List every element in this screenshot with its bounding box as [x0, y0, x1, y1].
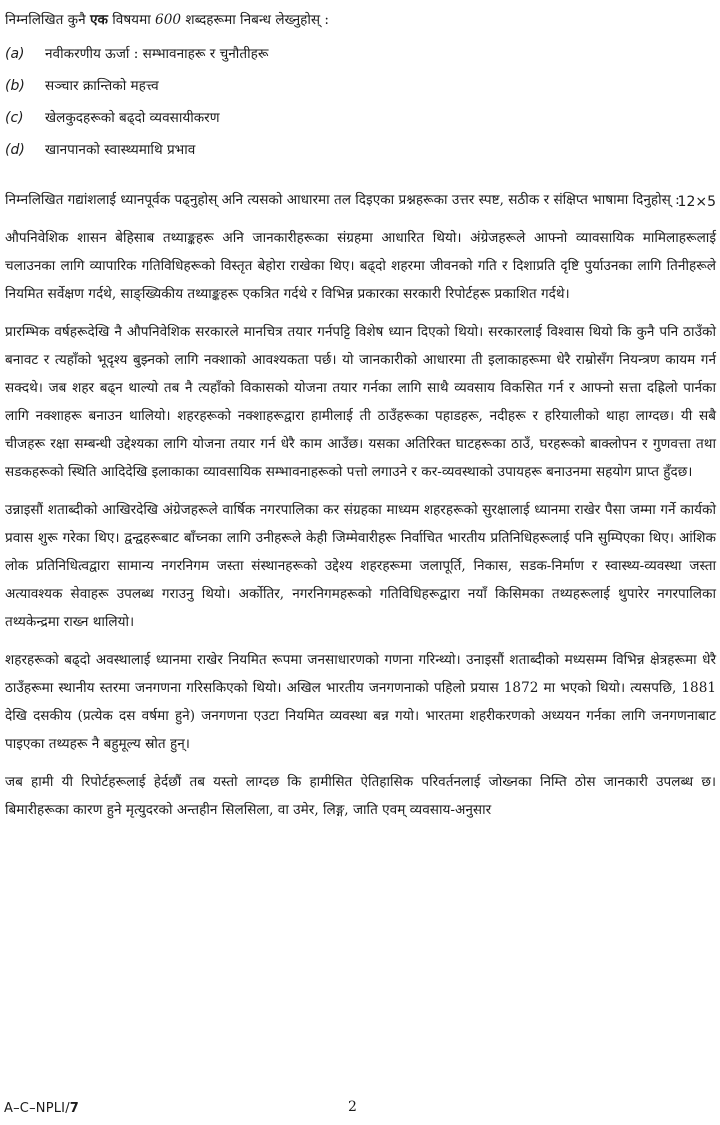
- essay-topic: [5, 134, 716, 166]
- page-number: 2: [348, 1099, 357, 1115]
- passage-paragraph: औपनिवेशिक शासन बेहिसाब तथ्याङ्कहरू अनि जानकारीहरूका संग्रहमा आधारित थियो। अंग्रेजहरूले आफ्नो व्यावसायिक मामिलाहरूलाई चलाउनका लागि व्यापारिक गतिविधिहरूको विस्तृत बेहोरा राखेका थिए। बढ्दो शहरमा जीवनको गति र दिशाप्रति दृष्टि पुर्याउनका लागि तिनीहरूले नियमित सर्वेक्षण गर्दथे, साङ्ख्यिकीय तथ्याङ्कहरू एकत्रित गर्दथे र विभिन्न प्रकारका सरकारी रिपोर्टहरू प्रकाशित गर्दथे।: [5, 230, 716, 302]
- paper-code-prefix: A–C–NPLI/: [4, 1101, 70, 1116]
- question-1-emphasis: एक: [89, 12, 108, 28]
- page-footer: [0, 1099, 720, 1121]
- topic-text: खेलकुदहरूको बढ्दो व्यवसायीकरण: [45, 110, 220, 126]
- passage-paragraph: जब हामी यी रिपोर्टहरूलाई हेर्दछौं तब यस्तो लाग्दछ कि हामीसित ऐतिहासिक परिवर्तनलाई जोख्नका निम्ति ठोस जानकारी उपलब्ध छ। बिमारीहरूका कारण हुने मृत्युदरको अन्तहीन सिलसिला, वा उमेर, लिङ्ग, जाति एवम् व्यवसाय-अनुसार: [5, 774, 716, 818]
- topic-label: (a): [5, 46, 25, 62]
- passage-paragraph: उन्नाइसौं शताब्दीको आखिरदेखि अंग्रेजहरूले वार्षिक नगरपालिका कर संग्रहका माध्यम शहरहरूको सुरक्षालाई ध्यानमा राखेर पैसा जम्मा गर्ने कार्यको प्रवास शुरू गरेका थिए। द्वन्द्वहरूबाट बाँच्नका लागि उनीहरूले केही जिम्मेवारीहरू निर्वाचित भारतीय प्रतिनिधिहरूलाई पनि सुम्पिएका थिए। आंशिक लोक प्रतिनिधित्वद्वारा सामान्य नगरनिगम जस्ता संस्थानहरूको उद्देश्य शहरहरूमा जलापूर्ति, निकास, सडक-निर्माण र स्वास्थ्य-व्यवस्था जस्ता अत्यावश्यक सेवाहरू उपलब्ध गराउनु थियो। अर्कोतिर, नगरनिगमहरूको गतिविधिहरूद्वारा नयाँ किसिमका तथ्यहरूलाई थुपारेर नगरपालिका तथ्यकेन्द्रमा राख्न थालियो।: [5, 502, 716, 630]
- essay-topic: [5, 102, 716, 134]
- question-1-text-b: विषयमा: [107, 12, 156, 28]
- topic-text: नवीकरणीय ऊर्जा : सम्भावनाहरू र चुनौतीहरू: [45, 46, 269, 62]
- essay-topic: [5, 70, 716, 102]
- question-1-text-a: निम्नलिखित कुनै: [5, 12, 90, 28]
- paper-code: [4, 1101, 79, 1116]
- marks-allocation: 12×5: [677, 194, 716, 210]
- passage-paragraph: शहरहरूको बढ्दो अवस्थालाई ध्यानमा राखेर नियमित रूपमा जनसाधारणको गणना गरिन्थ्यो। उनाइसौं शताब्दीको मध्यसम्म विभिन्न क्षेत्रहरूमा धेरै ठाउँहरूमा स्थानीय स्तरमा जनगणना गरिसकिएको थियो। अखिल भारतीय जनगणनाको पहिलो प्रयास 1872 मा भएको थियो। त्यसपछि, 1881 देखि दसकीय (प्रत्येक दस वर्षमा हुने) जनगणना एउटा नियमित व्यवस्था बन्न गयो। भारतमा शहरीकरणको अध्ययन गर्नका लागि जनगणनाबाट पाइएका तथ्यहरू नै बहुमूल्य स्रोत हुन्।: [5, 652, 716, 752]
- question-2-instruction: निम्नलिखित गद्यांशलाई ध्यानपूर्वक पढ्नुहोस् अनि त्यसको आधारमा तल दिइएका प्रश्नहरूका उत्तर स्पष्ट, सठीक र संक्षिप्त भाषामा दिनुहोस् :: [5, 192, 680, 208]
- topic-label: (d): [5, 142, 25, 158]
- topic-label: (b): [5, 78, 25, 94]
- topic-label: (c): [5, 110, 24, 126]
- topic-text: खानपानको स्वास्थ्यमाथि प्रभाव: [45, 142, 196, 158]
- topic-text: सञ्चार क्रान्तिको महत्त्व: [45, 78, 159, 94]
- question-1-instruction: [5, 6, 716, 34]
- question-1-text-c: शब्दहरूमा निबन्ध लेख्नुहोस् :: [181, 12, 329, 28]
- essay-topic-list: [5, 38, 716, 166]
- passage-paragraph: प्रारम्भिक वर्षहरूदेखि नै औपनिवेशिक सरकारले मानचित्र तयार गर्नपट्टि विशेष ध्यान दिएको थियो। सरकारलाई विश्वास थियो कि कुनै पनि ठाउँको बनावट र त्यहाँको भूदृश्य बुझ्नको लागि नक्शाको आवश्यकता पर्छ। यो जानकारीको आधारमा ती इलाकाहरूमा धेरै राम्रोसँग नियन्त्रण कायम गर्न सक्दथे। जब शहर बढ्न थाल्यो तब नै त्यहाँको विकासको योजना तयार गर्नका लागि साथै व्यवसाय विकसित गर्न र आफ्नो सत्ता दह्रिलो पार्नका लागि नक्शाहरू बनाउन थालियो। शहरहरूको नक्शाहरूद्वारा हामीलाई ती ठाउँहरूका पहाडहरू, नदीहरू र हरियालीको थाहा लाग्दछ। यी सबै चीजहरू रक्षा सम्बन्धी उद्देश्यका लागि योजना तयार गर्न धेरै काम आउँछ। यसका अतिरिक्त घाटहरूका ठाउँ, घरहरूको बाक्लोपन र गुणवत्ता तथा सडकहरूको स्थिति आदिदेखि इलाकाका व्यावसायिक सम्भावनाहरूको पत्तो लगाउने र कर-व्यवस्थाको उपायहरू बनाउनमा सहयोग प्राप्त हुँदछ।: [5, 324, 716, 480]
- paper-code-number: 7: [69, 1101, 80, 1116]
- question-2-instruction-block: [5, 188, 716, 214]
- essay-topic: [5, 38, 716, 70]
- word-count: 600: [155, 12, 181, 28]
